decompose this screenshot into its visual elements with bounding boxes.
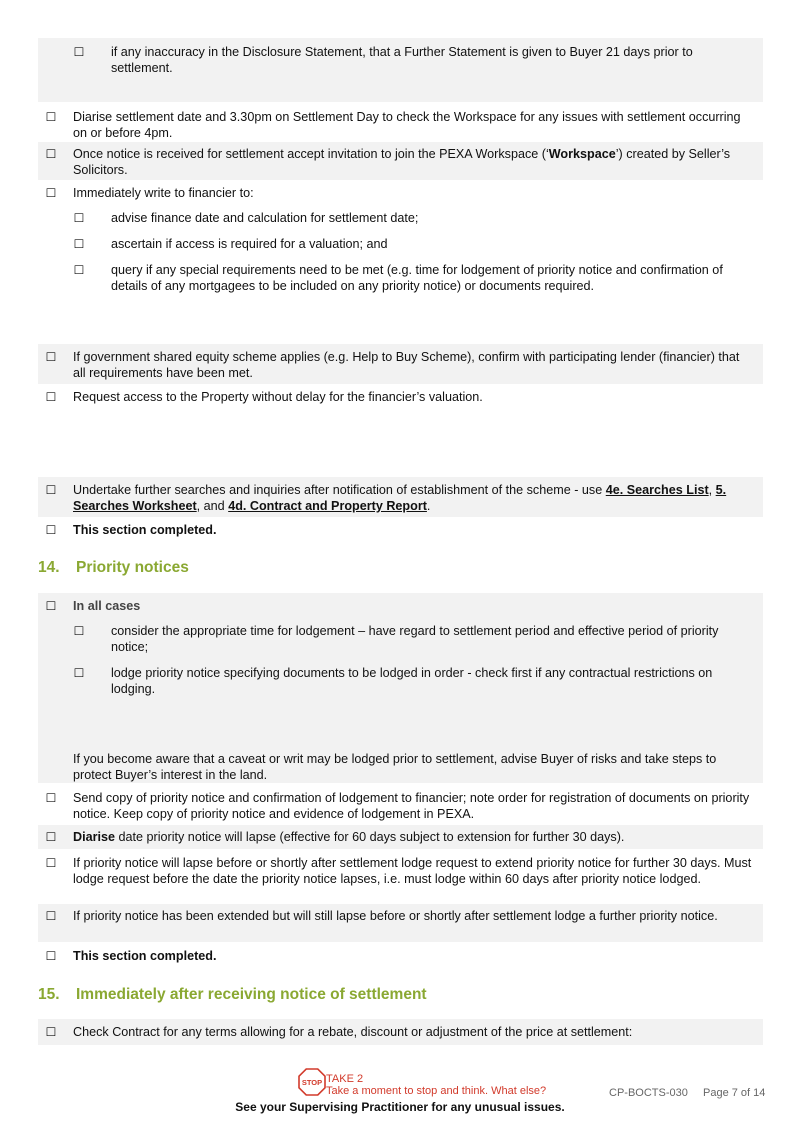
lapse-extend-text: If priority notice will lapse before or shortly after settlement lodge request to extend priority notice for further 30 days. Must lodge request before the date the priority notice lapses, i.e. must lodge within 60 days after priority notice lodged. — [73, 856, 752, 886]
searches-text — [73, 482, 753, 514]
financier-block — [38, 182, 763, 342]
gov-scheme-block — [38, 344, 763, 384]
section-14-heading — [38, 560, 189, 576]
diarise-settlement-text: Diarise settlement date and 3.30pm on Settlement Day to check the Workspace for any issues with settlement occurring on or before 4pm. — [73, 110, 741, 140]
all-cases-sub2: lodge priority notice specifying documents to be lodged in order - check first if any contractual restrictions on lodging. — [111, 666, 713, 696]
take2-title: TAKE 2 — [326, 1073, 364, 1085]
diarise-bold: Diarise — [73, 830, 116, 844]
checkbox[interactable]: ☐ — [45, 147, 57, 161]
checkbox[interactable]: ☐ — [45, 483, 57, 497]
section-15-number: 15. — [38, 986, 60, 1003]
stop-sign-icon — [298, 1068, 326, 1096]
check-contract-text: Check Contract for any terms allowing for a rebate, discount or adjustment of the price at settlement: — [73, 1025, 633, 1039]
diarise-lapse-block — [38, 825, 763, 849]
searches-sep1: , — [708, 483, 716, 497]
valuation-text: Request access to the Property without delay for the financier’s valuation. — [73, 390, 483, 404]
financier-sub1: advise finance date and calculation for settlement date; — [111, 211, 419, 225]
gov-scheme-text: If government shared equity scheme applies (e.g. Help to Buy Scheme), confirm with participating lender (financier) that all requirements have been met. — [73, 350, 740, 380]
check-contract-block — [38, 1019, 763, 1045]
checkbox[interactable]: ☐ — [45, 110, 57, 124]
checkbox[interactable]: ☐ — [45, 909, 57, 923]
checkbox[interactable]: ☐ — [45, 523, 57, 537]
section-14-title: Priority notices — [76, 559, 189, 576]
checkbox[interactable]: ☐ — [45, 791, 57, 805]
checkbox[interactable]: ☐ — [45, 599, 57, 613]
section-completed-text: This section completed. — [73, 523, 217, 537]
searches-block — [38, 477, 763, 517]
workspace-block — [38, 142, 763, 180]
checkbox[interactable]: ☐ — [73, 666, 85, 680]
checkbox[interactable]: ☐ — [73, 624, 85, 638]
financier-intro: Immediately write to financier to: — [73, 186, 254, 200]
section-14-number: 14. — [38, 559, 60, 576]
workspace-bold: Workspace — [548, 147, 616, 161]
checkbox[interactable]: ☐ — [73, 263, 85, 277]
diarise-settlement-block — [38, 106, 763, 142]
disclosure-text: if any inaccuracy in the Disclosure Statement, that a Further Statement is given to Buyer 21 days prior to settlement. — [111, 45, 693, 75]
workspace-text-pre: Once notice is received for settlement accept invitation to join the PEXA Workspace (‘ — [73, 147, 549, 161]
valuation-block — [38, 386, 763, 476]
workspace-text — [73, 146, 753, 178]
disclosure-block — [38, 38, 763, 102]
searches-end: . — [426, 499, 431, 513]
send-copy-text: Send copy of priority notice and confirmation of lodgement to financier; note order for registration of documents on priority notice. Keep copy of priority notice and evidence of lodgement in PEXA. — [73, 791, 750, 821]
searches-text-pre: Undertake further searches and inquiries after notification of establishment of the scheme - use — [73, 483, 606, 497]
workspace-text-post: ’) created by Seller’s Solicitors. — [73, 147, 731, 177]
section-15-heading — [38, 987, 427, 1003]
checkbox[interactable]: ☐ — [45, 186, 57, 200]
section-completed-block-14 — [38, 945, 763, 967]
checkbox[interactable]: ☐ — [73, 237, 85, 251]
financier-sub2: ascertain if access is required for a valuation; and — [111, 237, 388, 251]
section-15-title: Immediately after receiving notice of settlement — [76, 986, 427, 1003]
checkbox[interactable]: ☐ — [45, 830, 57, 844]
diarise-lapse-text — [73, 829, 753, 845]
take2-note — [326, 1073, 546, 1097]
all-cases-sub1: consider the appropriate time for lodgement – have regard to settlement period and effective period of priority notice; — [111, 624, 719, 654]
lapse-extend-block — [38, 851, 763, 903]
financier-sub3: query if any special requirements need to be met (e.g. time for lodgement of priority notice and confirmation of details of any mortgagees to be included on any priority notice) or documents required. — [111, 263, 723, 293]
searches-list-link[interactable]: 4e. Searches List — [605, 483, 709, 497]
checkbox[interactable]: ☐ — [45, 350, 57, 364]
section-completed-text: This section completed. — [73, 949, 217, 963]
section-completed-block-13 — [38, 519, 763, 541]
supervise-note: See your Supervising Practitioner for any unusual issues. — [235, 1100, 565, 1114]
searches-sep2: , and — [196, 499, 229, 513]
checkbox[interactable]: ☐ — [45, 390, 57, 404]
checkbox[interactable]: ☐ — [73, 211, 85, 225]
page-number: Page 7 of 14 — [703, 1087, 766, 1099]
searches-worksheet-link[interactable]: 5. Searches Worksheet — [73, 483, 727, 513]
caveat-note: If you become aware that a caveat or writ may be lodged prior to settlement, advise Buyer of risks and take steps to protect Buyer’s interest in the land. — [73, 752, 717, 782]
all-cases-block — [38, 593, 763, 783]
checkbox[interactable]: ☐ — [45, 949, 57, 963]
checkbox[interactable]: ☐ — [73, 45, 85, 59]
checkbox[interactable]: ☐ — [45, 856, 57, 870]
stop-sign-label: STOP — [301, 1078, 323, 1087]
further-priority-block — [38, 904, 763, 942]
contract-property-report-link[interactable]: 4d. Contract and Property Report — [228, 499, 427, 513]
checkbox[interactable]: ☐ — [45, 1025, 57, 1039]
take2-subtitle: Take a moment to stop and think. What else? — [326, 1085, 547, 1097]
doc-code: CP-BOCTS-030 — [609, 1087, 688, 1099]
all-cases-label: In all cases — [73, 599, 141, 613]
further-priority-text: If priority notice has been extended but will still lapse before or shortly after settlement lodge a further priority notice. — [73, 909, 718, 923]
diarise-rest: date priority notice will lapse (effective for 60 days subject to extension for further 30 days). — [115, 830, 625, 844]
send-copy-block — [38, 786, 763, 824]
